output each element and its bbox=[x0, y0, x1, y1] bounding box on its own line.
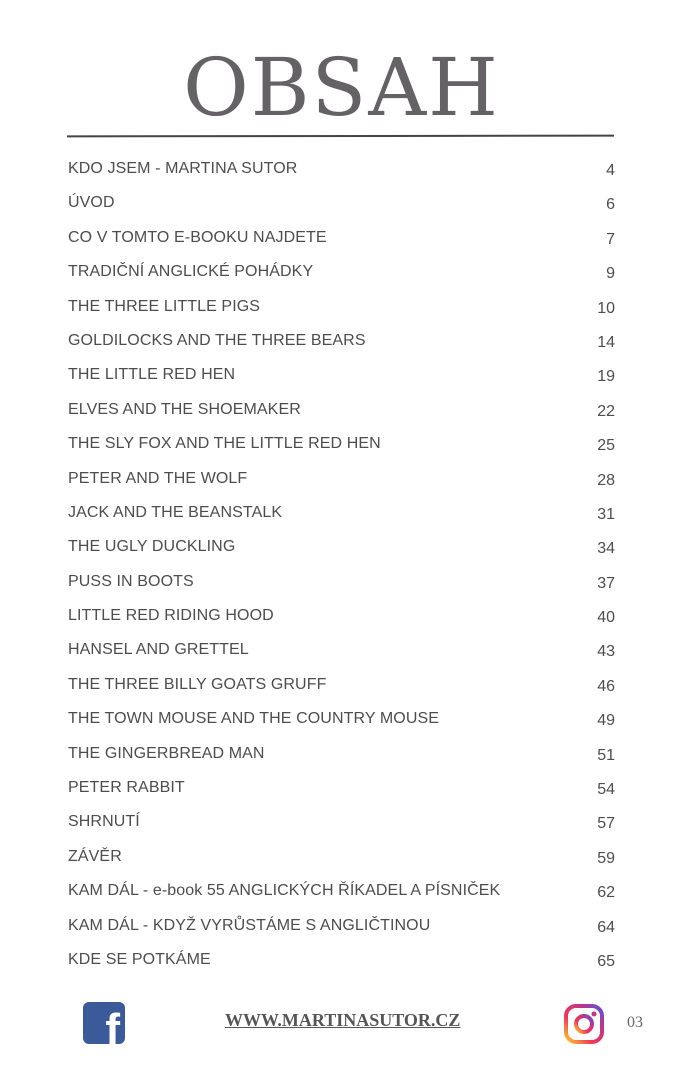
toc-entry-label: ÚVOD bbox=[68, 194, 115, 212]
toc-entry-label: THE THREE LITTLE PIGS bbox=[68, 297, 261, 315]
toc-entry-page: 34 bbox=[597, 540, 615, 558]
toc-entry-page: 19 bbox=[597, 368, 615, 386]
toc-entry[interactable] bbox=[68, 154, 615, 188]
toc-entry-label: THE UGLY DUCKLING bbox=[68, 538, 236, 556]
toc-entry-page: 22 bbox=[597, 402, 615, 420]
toc-entry-page: 40 bbox=[597, 609, 615, 627]
toc-entry[interactable] bbox=[68, 601, 615, 635]
facebook-glyph: f bbox=[105, 1005, 120, 1044]
toc-entry-label: PUSS IN BOOTS bbox=[68, 572, 194, 590]
toc-entry-page: 65 bbox=[597, 952, 615, 970]
toc-entry-label: PETER AND THE WOLF bbox=[68, 469, 248, 487]
toc-entry-label: ZÁVĚR bbox=[68, 847, 122, 865]
toc-entry[interactable] bbox=[68, 429, 615, 463]
toc-entry-label: THE GINGERBREAD MAN bbox=[68, 744, 265, 762]
toc-entry-page: 62 bbox=[597, 884, 615, 902]
toc-entry-page: 46 bbox=[597, 677, 615, 695]
toc-entry-page: 7 bbox=[606, 230, 615, 248]
toc-entry-label: CO V TOMTO E-BOOKU NAJDETE bbox=[68, 228, 327, 246]
toc-entry[interactable] bbox=[68, 395, 615, 429]
toc-entry[interactable] bbox=[68, 498, 615, 532]
page-number: 03 bbox=[627, 1014, 643, 1031]
toc-entry[interactable] bbox=[68, 704, 615, 738]
toc-entry[interactable] bbox=[68, 532, 615, 566]
toc-entry-page: 59 bbox=[597, 849, 615, 867]
toc-entry-label: SHRNUTÍ bbox=[68, 813, 140, 831]
title-divider bbox=[67, 135, 614, 138]
toc-entry-label: THE TOWN MOUSE AND THE COUNTRY MOUSE bbox=[68, 710, 440, 728]
toc-entry[interactable] bbox=[68, 876, 615, 910]
toc-entry-page: 10 bbox=[597, 299, 615, 317]
toc-entry-page: 54 bbox=[597, 781, 615, 799]
toc-entry-label: LITTLE RED RIDING HOOD bbox=[68, 607, 274, 625]
toc-entry-label: KDO JSEM - MARTINA SUTOR bbox=[68, 160, 298, 177]
toc-entry[interactable] bbox=[68, 257, 615, 291]
toc-entry-label: TRADIČNÍ ANGLICKÉ POHÁDKY bbox=[68, 263, 314, 281]
toc-entry[interactable] bbox=[68, 670, 615, 704]
toc-entry[interactable] bbox=[68, 188, 615, 222]
toc-entry-page: 64 bbox=[597, 918, 615, 936]
website-link[interactable]: WWW.MARTINASUTOR.CZ bbox=[225, 1010, 461, 1030]
toc-entry-page: 49 bbox=[597, 712, 615, 730]
instagram-icon[interactable] bbox=[564, 1004, 604, 1044]
toc-entry-page: 4 bbox=[606, 162, 615, 179]
page-title: OBSAH bbox=[183, 41, 500, 134]
table-of-contents bbox=[68, 154, 615, 979]
toc-entry[interactable] bbox=[68, 326, 615, 360]
toc-entry-page: 25 bbox=[597, 437, 615, 455]
toc-entry-label: HANSEL AND GRETTEL bbox=[68, 641, 249, 659]
toc-entry-label: GOLDILOCKS AND THE THREE BEARS bbox=[68, 331, 366, 349]
toc-entry-page: 14 bbox=[597, 333, 615, 351]
toc-entry[interactable] bbox=[68, 945, 615, 979]
toc-entry[interactable] bbox=[68, 807, 615, 841]
toc-entry-page: 51 bbox=[597, 746, 615, 764]
toc-entry-label: THE LITTLE RED HEN bbox=[68, 366, 236, 384]
toc-entry[interactable] bbox=[68, 842, 615, 876]
toc-entry-label: KDE SE POTKÁME bbox=[68, 950, 211, 968]
toc-entry[interactable] bbox=[68, 223, 615, 257]
toc-entry-label: JACK AND THE BEANSTALK bbox=[68, 503, 283, 521]
toc-entry-page: 9 bbox=[606, 265, 615, 283]
toc-entry[interactable] bbox=[68, 635, 615, 669]
toc-entry[interactable] bbox=[68, 739, 615, 773]
toc-entry[interactable] bbox=[68, 911, 615, 945]
toc-entry-label: KAM DÁL - KDYŽ VYRŮSTÁME S ANGLIČTINOU bbox=[68, 916, 431, 934]
toc-entry[interactable] bbox=[68, 360, 615, 394]
toc-entry-page: 31 bbox=[597, 505, 615, 523]
toc-entry-label: PETER RABBIT bbox=[68, 779, 185, 797]
toc-entry-label: THE SLY FOX AND THE LITTLE RED HEN bbox=[68, 435, 381, 453]
toc-entry[interactable] bbox=[68, 292, 615, 326]
toc-entry[interactable] bbox=[68, 464, 615, 498]
toc-entry-page: 57 bbox=[597, 815, 615, 833]
toc-entry-page: 6 bbox=[606, 196, 615, 214]
toc-entry-page: 43 bbox=[597, 643, 615, 661]
toc-entry-page: 37 bbox=[597, 574, 615, 592]
toc-entry[interactable] bbox=[68, 567, 615, 601]
toc-entry-label: KAM DÁL - e-book 55 ANGLICKÝCH ŘÍKADEL A PÍSNIČEK bbox=[68, 882, 501, 900]
toc-entry[interactable] bbox=[68, 773, 615, 807]
toc-entry-label: THE THREE BILLY GOATS GRUFF bbox=[68, 675, 327, 693]
facebook-icon[interactable] bbox=[83, 1002, 125, 1044]
toc-entry-label: ELVES AND THE SHOEMAKER bbox=[68, 400, 301, 418]
toc-entry-page: 28 bbox=[597, 471, 615, 489]
